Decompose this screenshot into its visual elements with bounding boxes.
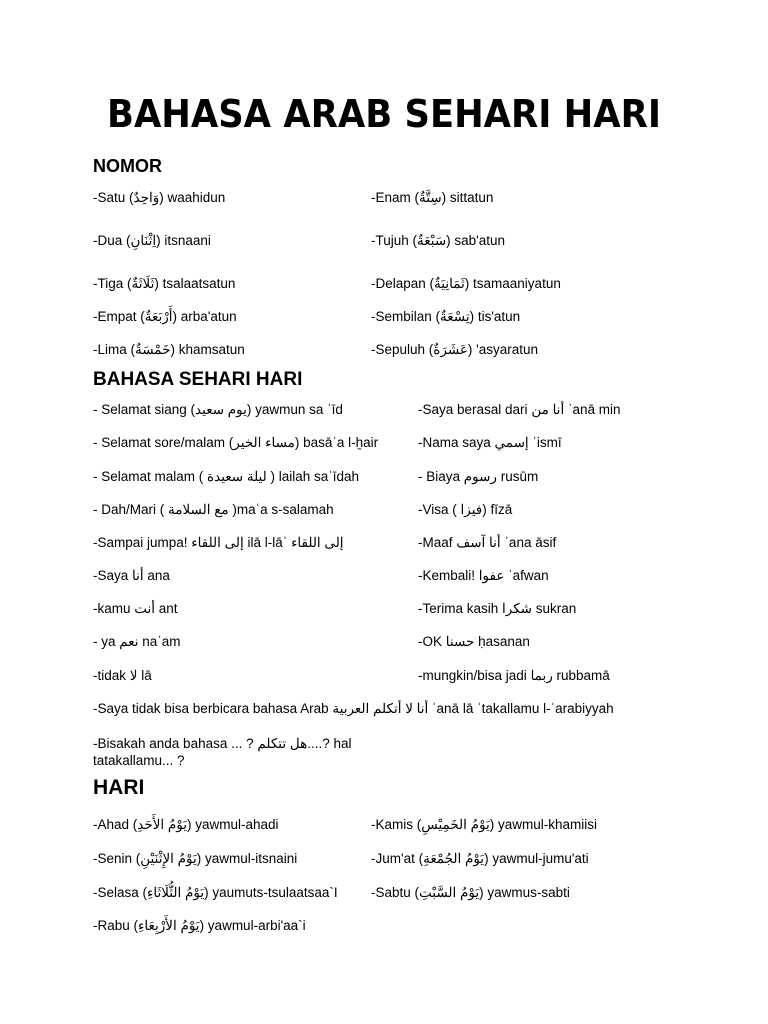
phrase-maaf: -Maaf أنا آسف ʾana āsif [418,535,557,550]
phrase-saya: -Saya أنا ana [93,568,170,583]
heading-hari: HARI [93,776,145,799]
phrase-tidak-bisa-berbicara: -Saya tidak bisa berbicara bahasa Arab أنا لا أتكلم العربية ʾanā lā ʾtakallamu l-ʿarabiyyah [93,701,614,716]
phrase-saya-berasal: -Saya berasal dari أنا من ʾanā min [418,402,621,417]
hari-senin: -Senin (يَوْمُ الإِثْنَيْنِ) yawmul-itsnaini [93,851,298,866]
phrase-bisakah-anda: -Bisakah anda bahasa ... ? هل تتكلم....? hal tatakallamu... ? [93,736,352,768]
phrase-selamat-sore: - Selamat sore/malam (مساء الخير) basāʾa l-ẖair [93,435,379,450]
phrase-sampai-jumpa: -Sampai jumpa! إلى اللقاء ilā l-lāʾ إلى اللقاء [93,535,344,550]
phrase-selamat-siang: - Selamat siang (يوم سعيد) yawmun sa ʿīd [93,402,343,417]
nomor-item-lima: -Lima (خَمْسَةٌ) khamsatun [93,342,245,357]
phrase-terima-kasih: -Terima kasih شكرا sukran [418,601,577,616]
nomor-item-empat: -Empat (أَرْبَعَةٌ) arba'atun [93,309,237,324]
hari-jumat: -Jum'at (يَوْمُ الجُمْعَةِ) yawmul-jumu'ati [371,851,589,866]
hari-ahad: -Ahad (يَوْمُ الأَحَدِ) yawmul-ahadi [93,817,279,832]
phrase-ok: -OK حسنا ḥasanan [418,634,530,649]
nomor-item-satu: -Satu (وَاحِدٌ) waahidun [93,190,226,205]
heading-nomor: NOMOR [93,156,162,176]
nomor-item-tujuh: -Tujuh (سَبْعَةٌ) sab'atun [371,233,506,248]
heading-bahasa-sehari-hari: BAHASA SEHARI HARI [93,369,303,390]
page-title: BAHASA ARAB SEHARI HARI [107,92,661,136]
nomor-item-sembilan: -Sembilan (تِسْعَةٌ) tis'atun [371,309,521,324]
nomor-item-delapan: -Delapan (ثَمَانِيَةٌ) tsamaaniyatun [371,276,561,291]
nomor-item-tiga: -Tiga (ثَلَاثَةٌ) tsalaatsatun [93,276,236,291]
nomor-item-enam: -Enam (سِتَّةٌ) sittatun [371,190,494,205]
phrase-selamat-malam: - Selamat malam ( ليلة سعيدة ) lailah saʿīdah [93,469,360,484]
hari-sabtu: -Sabtu (يَوْمُ السَّبْتِ) yawmus-sabti [371,885,570,900]
phrase-dah-mari: - Dah/Mari ( مع السلامة )maʿa s-salamah [93,502,334,517]
nomor-item-dua: -Dua (اِثْنَانِ) itsnaani [93,233,211,248]
hari-rabu: -Rabu (يَوْمُ الأَرْبِعَاءِ) yawmul-arbi'aa`i [93,918,306,933]
phrase-nama-saya: -Nama saya إسمي ʾismī [418,435,562,450]
nomor-item-sepuluh: -Sepuluh (عَشَرَةٌ) 'asyaratun [371,342,539,357]
phrase-kembali: -Kembali! عفوا ʿafwan [418,568,549,583]
hari-selasa: -Selasa (يَوْمُ الثُّلَاثَاءِ) yaumuts-tsulaatsaa`I [93,885,338,900]
phrase-ya: - ya نعم naʿam [93,634,181,649]
hari-kamis: -Kamis (يَوْمُ الخَمِيْسِ) yawmul-khamiisi [371,817,598,832]
phrase-mungkin: -mungkin/bisa jadi ربما rubbamā [418,668,610,683]
phrase-biaya: - Biaya رسوم rusūm [418,469,539,484]
phrase-visa: -Visa ( فيزا) fīzā [418,502,513,517]
phrase-kamu: -kamu أنت ant [93,601,178,616]
phrase-tidak: -tidak لا lā [93,668,152,683]
